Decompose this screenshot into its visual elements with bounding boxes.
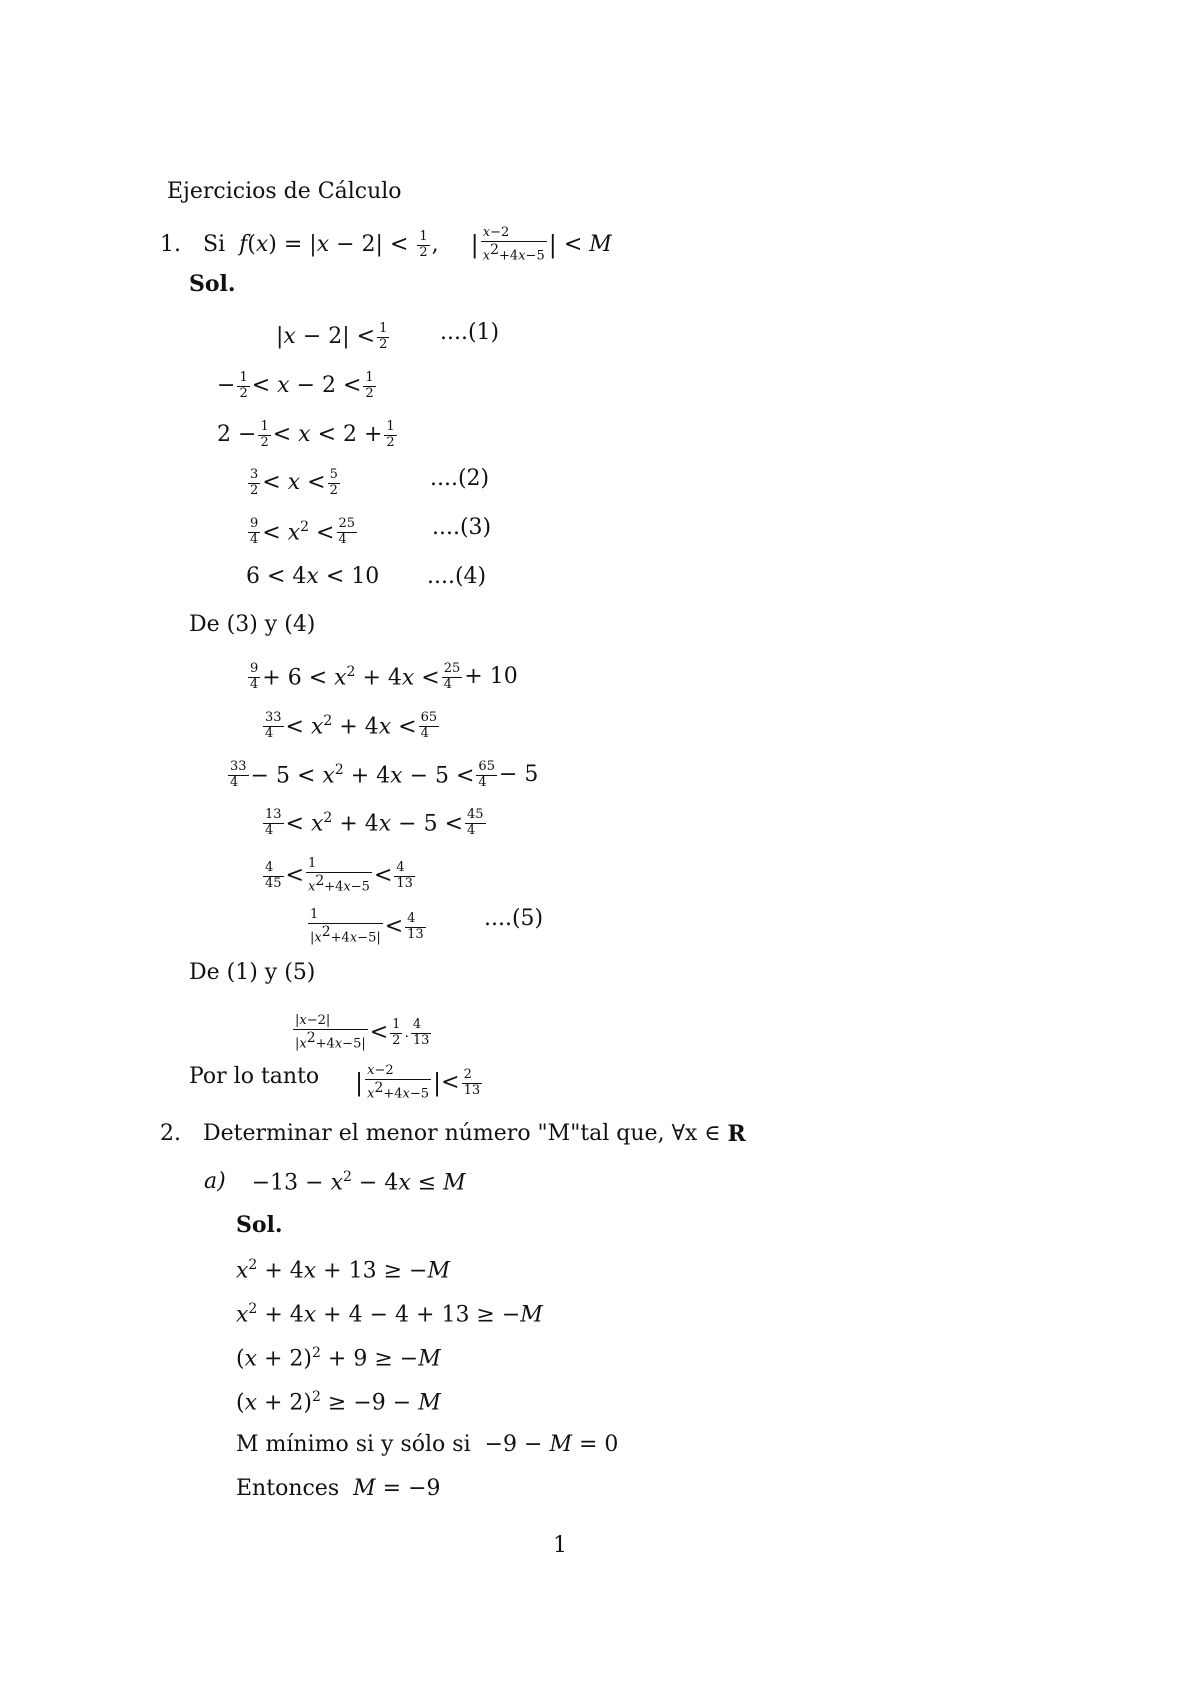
step-product: $\frac{|x-2|}{|x^2+4x-5|}$ < $\frac{1}{2}$ . $\frac{4}{13}$ xyxy=(295,1013,430,1052)
equation-label-2: ....(2) xyxy=(430,466,490,491)
step-minus-5: $\frac{33}{4}$ − $5 < x^2 + 4x - 5$ < $\frac{65}{4}$ − 5 xyxy=(230,759,539,790)
step-2a-2: $x^2 + 4x + 4 - 4 + 13 \ge -M$ xyxy=(236,1301,543,1328)
step-2a-4: $(x + 2)^2 \ge -9 - M$ xyxy=(236,1389,441,1416)
step-1: |x − 2| < $\frac{1}{2}$ xyxy=(276,321,388,352)
combine-1-5: De (1) y (5) xyxy=(189,960,316,985)
reals-symbol: R xyxy=(727,1121,746,1147)
equation-label-3: ....(3) xyxy=(432,515,492,540)
step-2: $\frac{3}{2}$ < x < $\frac{5}{2}$ xyxy=(250,467,338,498)
step-minus-5-simplified: $\frac{13}{4}$ < $x^2 + 4x - 5$ < $\frac{45}{4}$ xyxy=(265,807,484,838)
solution-heading: Sol. xyxy=(189,271,236,297)
conclusion-result: | $\frac{x-2}{x^2+4x-5}$ |< $\frac{2}{13}$ xyxy=(355,1063,481,1102)
step-3: $\frac{9}{4}$ < $x^2$ < $\frac{25}{4}$ xyxy=(250,516,356,547)
exercise-1-statement: 1. Si f(x) = |x − 2| < $\frac{1}{2}$ , | $\frac{x-2}{x^2+4x-5}$ | < M xyxy=(160,225,612,264)
combine-3-4: De (3) y (4) xyxy=(189,612,316,637)
minimum-condition: M mínimo si y sólo si xyxy=(236,1432,471,1457)
solution-heading-2: Sol. xyxy=(236,1212,283,1238)
step-2a-1: $x^2 + 4x + 13 \ge -M$ xyxy=(236,1257,450,1284)
entonces-label: Entonces xyxy=(236,1476,340,1501)
step-inequality-b: 2 − $\frac{1}{2}$ < x < 2 + $\frac{1}{2}$ xyxy=(217,419,395,450)
equation-label-1: ....(1) xyxy=(440,320,500,345)
equation-label-5: ....(5) xyxy=(484,906,544,931)
exercise-2-text: Determinar el menor número "M"tal que, ∀x ∈ xyxy=(203,1121,721,1146)
exercise-number: 2. xyxy=(160,1121,181,1146)
exercise-number: 1. xyxy=(160,232,181,258)
step-2a-6: Entonces M = −9 xyxy=(236,1476,441,1501)
step-5: $\frac{1}{|x^2+4x-5|}$ < $\frac{4}{13}$ xyxy=(310,907,424,946)
step-2a-3: $(x + 2)^2 + 9 \ge -M$ xyxy=(236,1345,441,1372)
exercise-2-statement xyxy=(160,1123,746,1145)
step-2a-5: M mínimo si y sólo si −9 − M = 0 xyxy=(236,1432,619,1457)
equation-label-4: ....(4) xyxy=(427,564,487,589)
step-sum-simplified: $\frac{33}{4}$ < $x^2 + 4x$ < $\frac{65}{4}$ xyxy=(265,710,438,741)
part-a-label: a) xyxy=(204,1169,226,1195)
part-a: $a) -13 - x^2 - 4x \le M$ xyxy=(204,1169,466,1196)
conclusion-label: Por lo tanto xyxy=(189,1064,320,1089)
page-title: Ejercicios de Cálculo xyxy=(167,179,402,204)
statement-prefix: Si xyxy=(203,232,226,258)
step-sum: $\frac{9}{4}$ + $6 < x^2 + 4x$ < $\frac{25}{4}$ + 10 xyxy=(250,661,518,692)
step-inequality-a: − $\frac{1}{2}$ < x − 2 < $\frac{1}{2}$ xyxy=(217,370,374,401)
step-reciprocal: $\frac{4}{45}$ < $\frac{1}{x^2+4x-5}$ < $\frac{4}{13}$ xyxy=(265,856,413,895)
step-4: 6 < 4x < 10 xyxy=(246,564,380,589)
page-number: 1 xyxy=(553,1533,567,1558)
